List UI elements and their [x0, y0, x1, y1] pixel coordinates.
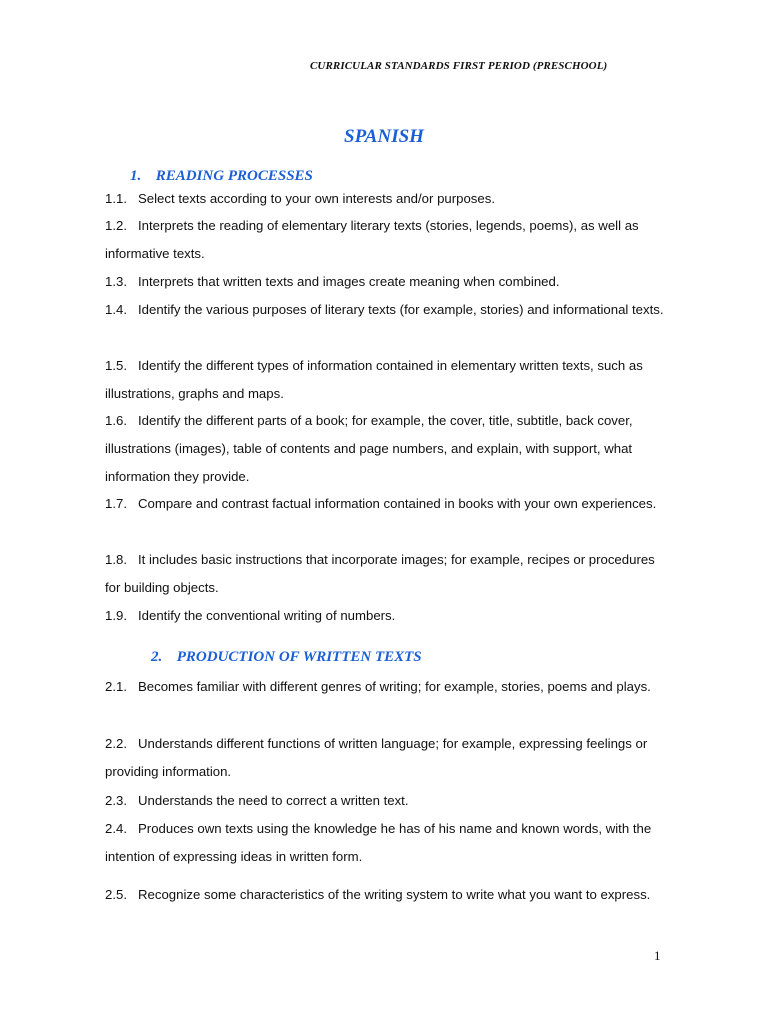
item-number: 2.3.	[105, 793, 127, 808]
item-text: Identify the conventional writing of numbers.	[138, 608, 396, 623]
item-number: 1.1.	[105, 191, 127, 206]
item-number: 2.1.	[105, 679, 127, 694]
item-number: 1.6.	[105, 413, 127, 428]
standard-item-2-2	[105, 730, 670, 786]
item-text: Understands the need to correct a written text.	[138, 793, 409, 808]
item-text: Becomes familiar with different genres of writing; for example, stories, poems and plays.	[138, 679, 651, 694]
section-heading-text: READING PROCESSES	[155, 168, 313, 184]
standard-item-1-2	[105, 212, 670, 268]
item-text: Identify the various purposes of literary texts (for example, stories) and informational texts.	[138, 302, 664, 317]
standard-item-1-4	[105, 296, 670, 324]
item-number: 2.5.	[105, 887, 127, 902]
item-number: 1.7.	[105, 496, 127, 511]
standard-item-1-9	[105, 602, 670, 630]
item-number: 1.8.	[105, 552, 127, 567]
item-number: 1.5.	[105, 358, 127, 373]
standard-item-1-6	[105, 407, 670, 491]
item-text: Interprets the reading of elementary literary texts (stories, legends, poems), as well as informative texts.	[105, 218, 639, 261]
page-number: 1	[654, 948, 661, 963]
item-number: 1.3.	[105, 274, 127, 289]
standard-item-2-5	[105, 881, 670, 909]
item-text: Select texts according to your own interests and/or purposes.	[138, 191, 495, 206]
section-number: 1.	[130, 168, 142, 184]
section-heading-reading-processes	[130, 168, 313, 185]
standard-item-2-1	[105, 673, 670, 701]
page-header: CURRICULAR STANDARDS FIRST PERIOD (PRESCHOOL)	[310, 60, 608, 72]
section-number: 2.	[151, 649, 163, 665]
section-heading-text: PRODUCTION OF WRITTEN TEXTS	[176, 649, 422, 665]
item-number: 2.4.	[105, 821, 127, 836]
item-text: Compare and contrast factual information contained in books with your own experiences.	[138, 496, 657, 511]
item-number: 1.9.	[105, 608, 127, 623]
item-number: 1.4.	[105, 302, 127, 317]
standard-item-1-5	[105, 352, 670, 408]
item-number: 2.2.	[105, 736, 127, 751]
standard-item-1-1	[105, 185, 670, 213]
item-text: It includes basic instructions that incorporate images; for example, recipes or procedures for building objects.	[105, 552, 655, 595]
standard-item-1-7	[105, 490, 670, 518]
standard-item-2-4	[105, 815, 670, 871]
standard-item-2-3	[105, 787, 670, 815]
item-text: Understands different functions of written language; for example, expressing feelings or providing information.	[105, 736, 648, 779]
standard-item-1-8	[105, 546, 670, 602]
standard-item-1-3	[105, 268, 670, 296]
item-text: Interprets that written texts and images create meaning when combined.	[138, 274, 560, 289]
item-text: Recognize some characteristics of the writing system to write what you want to express.	[138, 887, 651, 902]
section-heading-production-written-texts	[151, 649, 422, 666]
item-text: Identify the different types of information contained in elementary written texts, such as illustrations, graphs and maps.	[105, 358, 643, 401]
item-number: 1.2.	[105, 218, 127, 233]
item-text: Identify the different parts of a book; for example, the cover, title, subtitle, back cover, illustrations (images), table of contents and page numbers, and explain, with support, what information they provide.	[105, 413, 633, 484]
item-text: Produces own texts using the knowledge he has of his name and known words, with the intention of expressing ideas in written form.	[105, 821, 652, 864]
page-title: SPANISH	[344, 126, 424, 147]
